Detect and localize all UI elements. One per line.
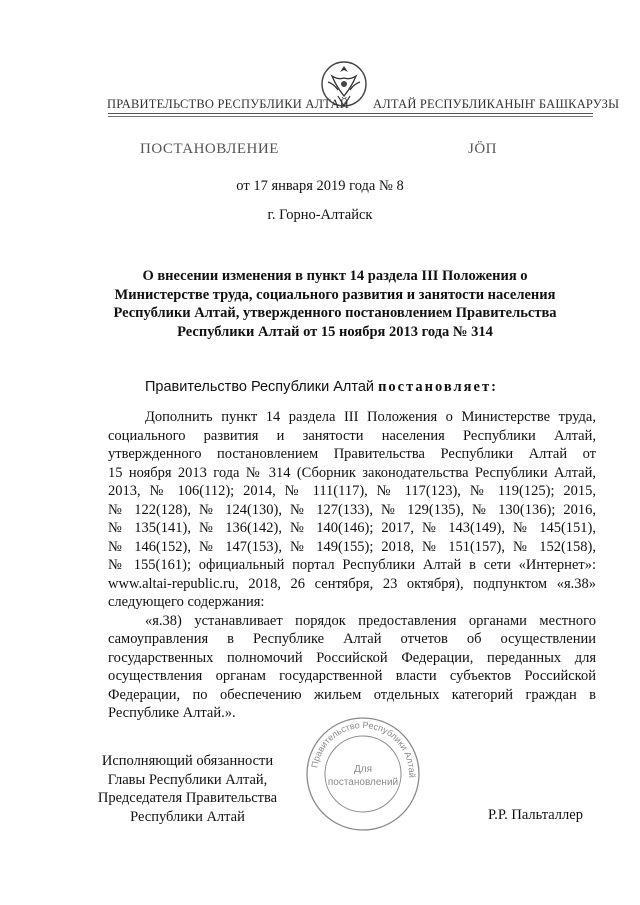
body-line: Дополнить пункт 14 раздела III Положения о Министерстве труда, xyxy=(145,409,596,425)
body-line: № 146(152), № 147(153), № 149(155); 2018, № 151(157), № 152(158), xyxy=(108,538,596,555)
body-line: социального развития и занятости населения Республики Алтай, xyxy=(108,427,596,444)
document-type-ru: ПОСТАНОВЛЕНИЕ xyxy=(140,141,279,157)
body-line: Республике Алтай.». xyxy=(108,705,236,721)
document-body xyxy=(108,408,596,723)
signer-line: Главы Республики Алтай, xyxy=(107,771,268,788)
decree-statement xyxy=(145,379,498,396)
stamp-ring-text: Правительство Республики Алтай xyxy=(309,719,418,779)
decree-subject: Правительство Республики Алтай xyxy=(145,379,375,395)
document-date: от 17 января 2019 года № 8 xyxy=(236,178,404,194)
body-line: осуществления органам государственной власти субъектов Российской xyxy=(108,668,596,684)
signer-title xyxy=(80,752,295,826)
title-line: Республики Алтай, утвержденного постановлением Правительства xyxy=(113,305,557,321)
signer-line: Председателя Правительства xyxy=(97,790,278,806)
stamp-center-line: постановлений xyxy=(327,777,399,788)
body-line: 15 ноября 2013 года № 314 (Сборник законодательства Республики Алтай, xyxy=(108,464,596,481)
body-line: «я.38) устанавливает порядок предоставления органами местного xyxy=(145,612,596,629)
body-line: следующего содержания: xyxy=(108,594,265,610)
document-type-alt: ЈӦП xyxy=(468,141,498,157)
body-line: № 135(141), № 136(142), № 140(146); 2017, № 143(149), № 145(151), xyxy=(108,520,596,536)
body-line: государственных полномочий Российской Федерации, переданных для xyxy=(108,649,596,666)
title-line: О внесении изменения в пункт 14 раздела III Положения о xyxy=(142,268,528,284)
official-stamp xyxy=(303,714,423,834)
body-line: Федерации, по обеспечению жильем отдельных категорий граждан в xyxy=(108,686,596,703)
decree-verb: постановляет: xyxy=(378,379,498,395)
header-government-alt: АЛТАЙ РЕСПУБЛИКАНЫҤ БАШКАРУЗЫ xyxy=(373,97,620,111)
header-divider xyxy=(108,113,593,114)
body-line: 2013, № 106(112); 2014, № 111(117), № 117(123), № 119(125); 2015, xyxy=(108,483,596,499)
document-title xyxy=(100,267,570,341)
signer-line: Исполняющий обязанности xyxy=(101,753,274,769)
document-city: г. Горно-Алтайск xyxy=(267,207,373,223)
body-line: самоуправления в Республике Алтай отчетов об осуществлении xyxy=(108,631,596,647)
header-government-ru: ПРАВИТЕЛЬСТВО РЕСПУБЛИКИ АЛТАЙ xyxy=(107,97,349,111)
body-line: www.altai-republic.ru, 2018, 26 сентября, 23 октября), подпунктом «я.38» xyxy=(108,575,596,592)
signer-line: Республики Алтай xyxy=(130,808,245,825)
signer-name: Р.Р. Пальталлер xyxy=(488,807,583,823)
body-line: утвержденного постановлением Правительства Республики Алтай от xyxy=(108,446,596,462)
title-line: Министерстве труда, социального развития и занятости населения xyxy=(114,286,556,303)
header-divider-secondary xyxy=(108,116,593,117)
stamp-center-line: Для xyxy=(353,764,373,775)
body-line: № 155(161); официальный портал Республики Алтай в сети «Интернет»: xyxy=(108,557,596,573)
body-line: № 122(128), № 124(130), № 127(133), № 129(135), № 130(136); 2016, xyxy=(108,501,596,518)
title-line: Республики Алтай от 15 ноября 2013 года № 314 xyxy=(177,323,493,340)
